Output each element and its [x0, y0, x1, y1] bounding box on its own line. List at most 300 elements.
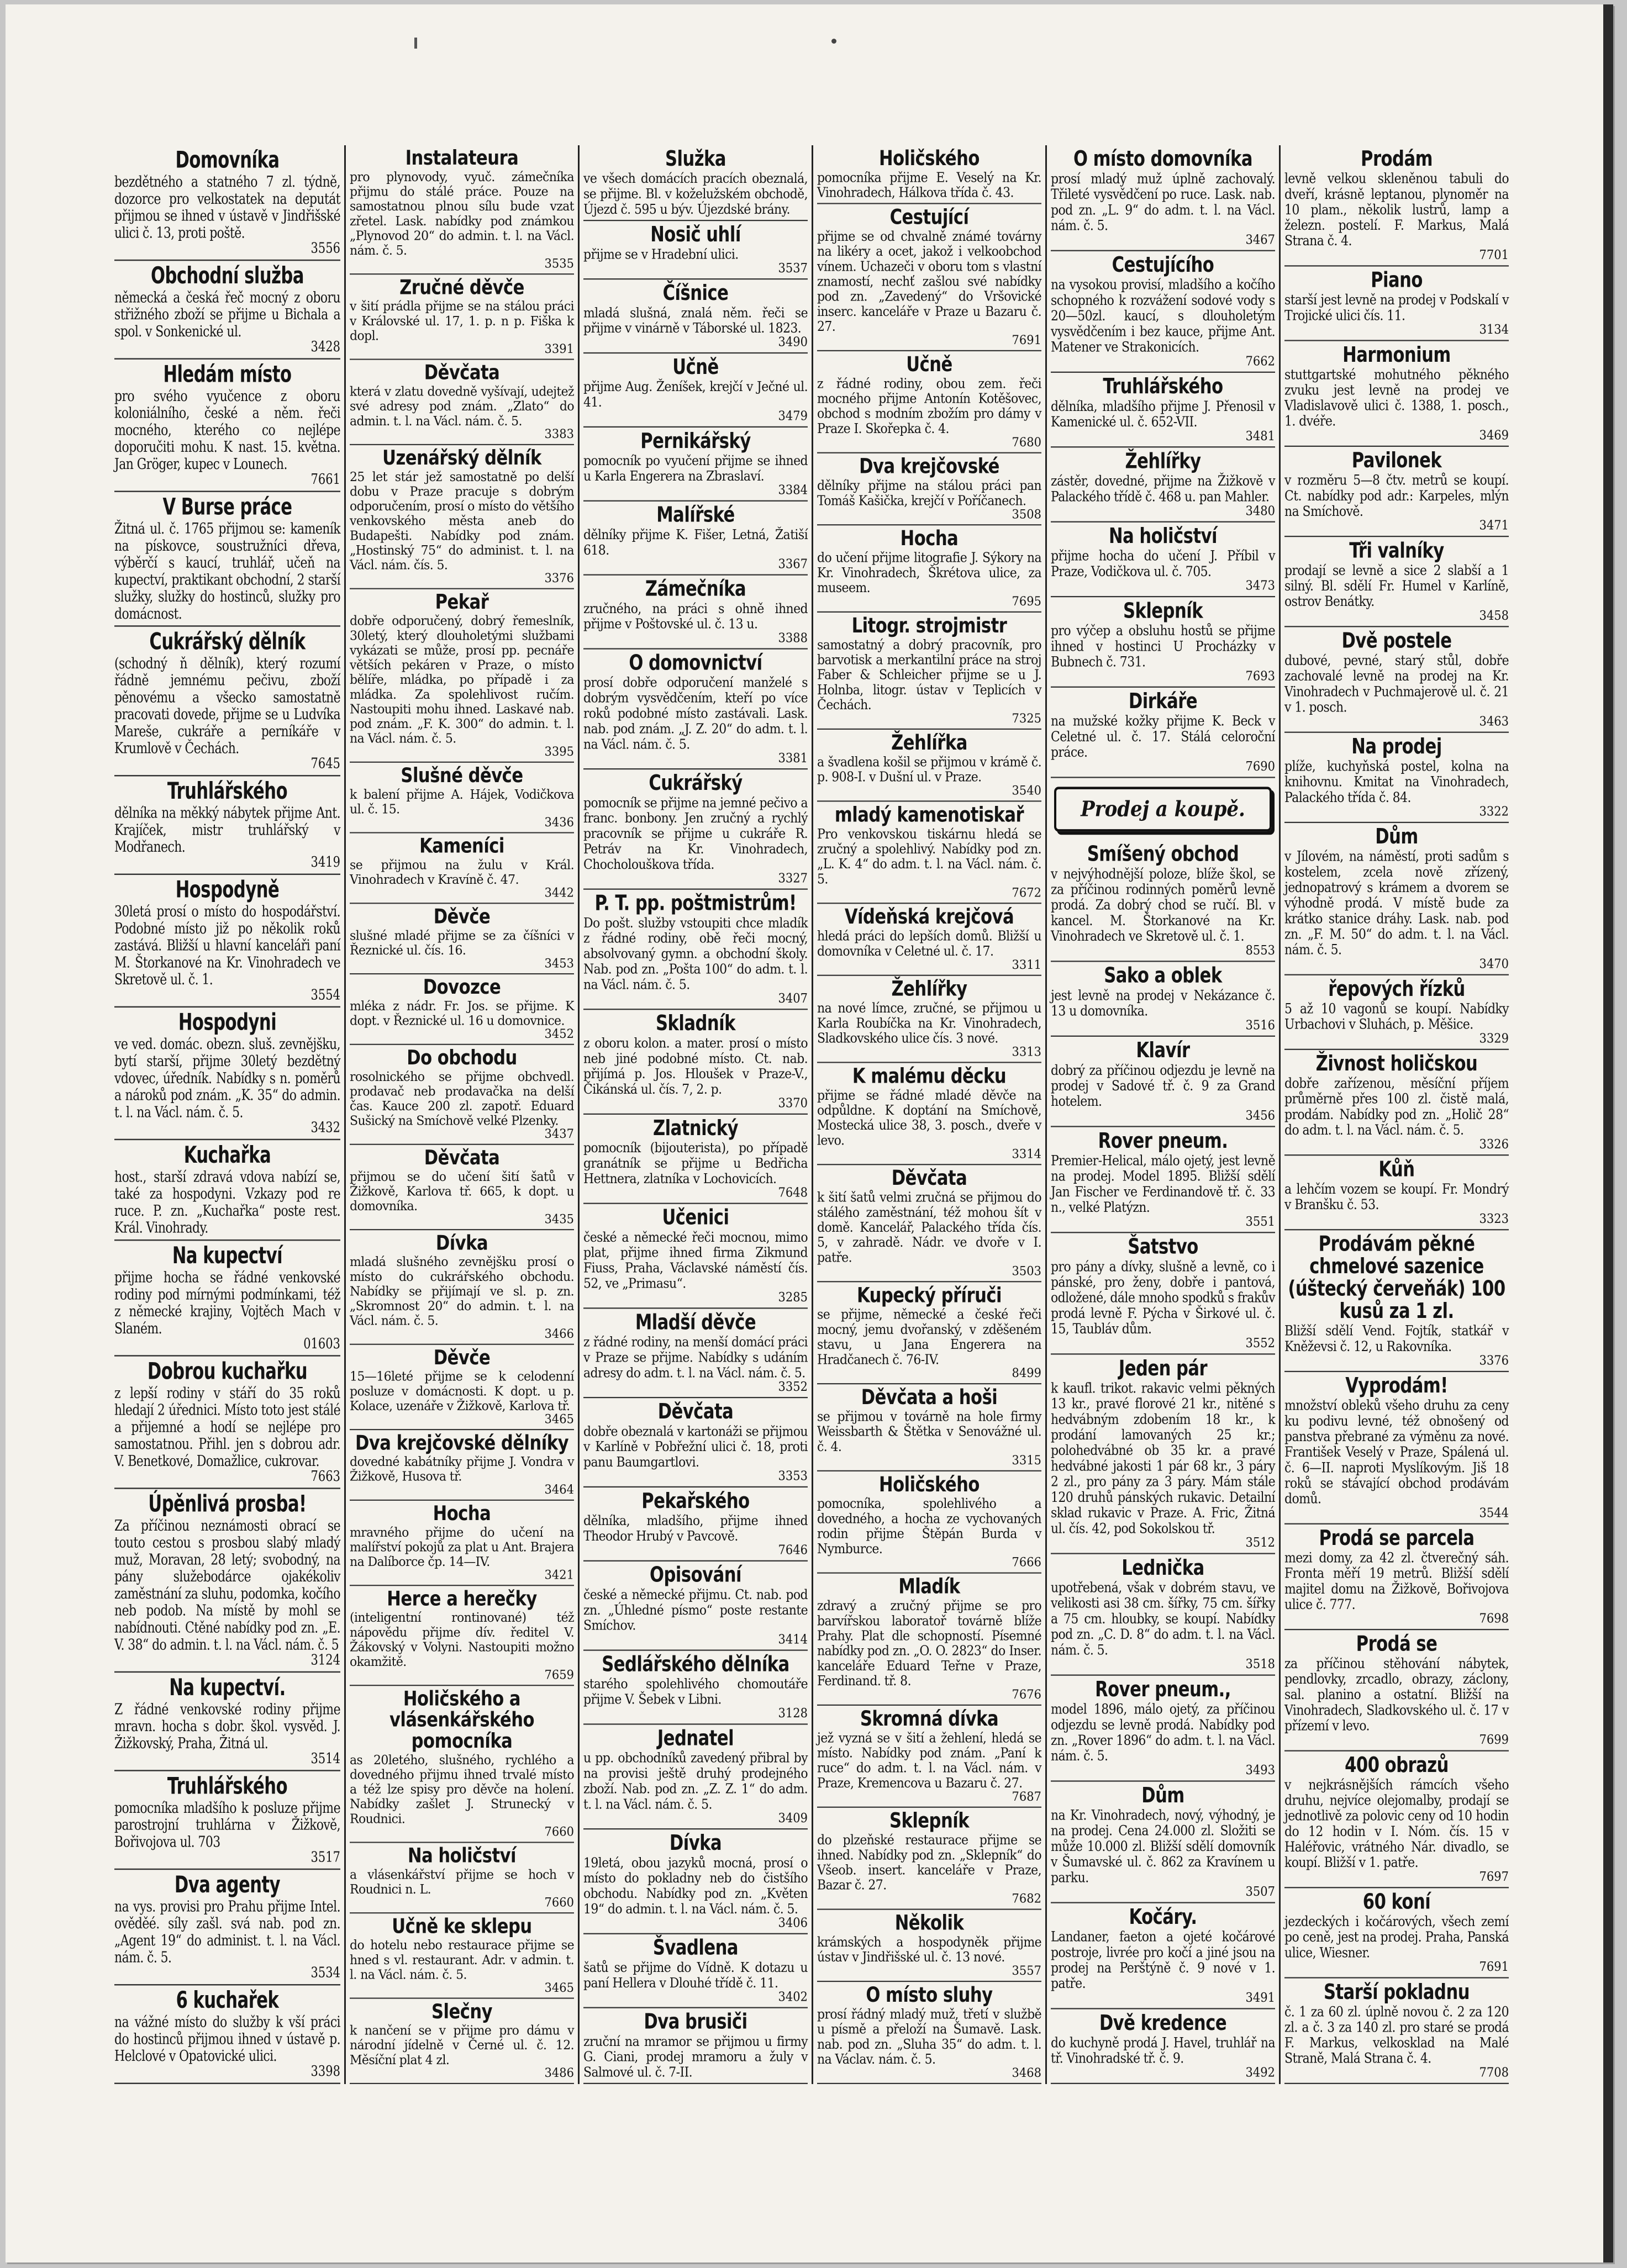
ad-heading: Kupecký příruči	[856, 1283, 1002, 1308]
ad-number: 7666	[1012, 1555, 1041, 1570]
ad-heading: Nosič uhlí	[650, 222, 741, 247]
classified-ad	[350, 1686, 574, 1843]
classified-ad	[817, 1910, 1041, 1982]
classified-ad	[350, 145, 574, 275]
classified-ad	[114, 145, 340, 261]
ad-heading: Žehlířka	[891, 731, 967, 755]
ad-number: 7708	[1479, 2065, 1509, 2080]
classified-ad	[583, 1204, 808, 1309]
ad-heading: Hocha	[433, 1502, 491, 1526]
ad-heading: Holičského	[879, 1473, 980, 1497]
ad-text: mladá slušná, znalá něm. řeči se přijme v vinárně v Táborské ul. 1823.	[583, 305, 808, 336]
ad-number: 3421	[544, 1568, 574, 1582]
ad-text: prosí dobře odporučení manželé s dobrým vysvědčením, kteří po více roků podobné místo zastávali. Lask. nab. pod znám. „J. Z. 20“ do adm. t. l. na Václ. nám. č. 5.	[583, 675, 808, 752]
ad-heading: Učně ke sklepu	[392, 1914, 532, 1938]
ad-number: 7660	[544, 1895, 574, 1910]
classified-ad	[817, 145, 1041, 204]
classified-ads-grid	[110, 145, 1514, 2084]
ad-text: k šití šatů velmi zručná se přijmou do stálého zaměstnání, též mohou šít v domě. Kancelář, Palackého třída čís. 5, v zahradě. Nádr. ve dvoře v I. patře.	[817, 1190, 1041, 1265]
ad-heading: Prodá se parcela	[1319, 1526, 1475, 1551]
ad-number: 3285	[778, 1289, 808, 1305]
ad-text: dobře obeznalá v kartonáži se přijmou v Karlíně v Pobřežní ulici č. 18, proti panu Baumgartlovi.	[583, 1424, 808, 1470]
ad-number: 3352	[778, 1379, 808, 1394]
classified-ad	[817, 801, 1041, 904]
ad-text: host., starší zdravá vdova nabízí se, také za hospodyni. Vzkazy pod re ruce. P. zn. „Kuchařka“ poste rest. Král. Vinohrady.	[114, 1168, 340, 1237]
ad-text: upotřebená, však v dobrém stavu, ve velikosti asi 38 cm. šířky, 75 cm. šířky a 75 cm. hloubky, se koupí. Nabídky pod zn. „C. D. 8“ do adm. t. l. na Václ. nám. č. 5.	[1051, 1580, 1275, 1659]
ad-heading: Dívka	[669, 1831, 722, 1856]
classified-ad	[1051, 1127, 1275, 1233]
ad-number: 3556	[310, 240, 340, 256]
ad-text: 5 až 10 vagonů se koupí. Nabídky Urbachovi v Sluhách, p. Měšice.	[1284, 1001, 1509, 1033]
ad-number: 3534	[310, 1964, 340, 1981]
ad-text: k balení přijme A. Hájek, Vodičkova ul. č. 15.	[350, 787, 574, 817]
classified-ad	[1284, 733, 1509, 823]
ad-heading: Klavír	[1136, 1038, 1190, 1063]
ad-text: české a německé řeči mocnou, mimo plat, přijme ihned firma Zikmund Fiuss, Praha, Václavské náměstí čís. 52, ve „Primasu“.	[583, 1230, 808, 1292]
ad-text: zručného, na práci s ohně ihned přijme v Poštovské ul. č. 13 u.	[583, 601, 808, 632]
ad-heading: 60 koní	[1362, 1889, 1431, 1914]
ad-text: Za příčinou neznámosti obrací se touto cestou s prosbou slabý mladý muž, Moravan, 28 letý; svobodný, na pány služebodárce ojakékoliv zaměstnání za sluhu, podomka, kočího neb podob. Na místě by mohl se nabídnouti. Ctěné nabídky pod zn. „E. V. 38“ do admin. t. l. na Václ. nám. č. 5	[114, 1517, 340, 1654]
ad-number: 3391	[544, 341, 574, 356]
ad-number: 3470	[1479, 956, 1509, 971]
classified-ad	[114, 1771, 340, 1870]
ad-text: dobře odporučený, dobrý řemeslník, 30letý, který dlouholetými službami vykázati se může, prosí pp. pecnáře větších pekáren v Praze, o místo bělíře, mládka, po případě i za mládka. Za spolehlivost ručím. Nastoupiti mohu ihned. Laskavé nab. pod znám. „F. K. 300“ do admin. t. l. na Václ. nám. č. 5.	[350, 614, 574, 747]
ad-text: 19letá, obou jazyků mocná, prosí o místo do pokladny neb do čistšího obchodu. Nabídky pod zn. „Květen 19“ do admin. t. l. na Václ. nám. č. 5.	[583, 1855, 808, 1917]
classified-ad	[1051, 1037, 1275, 1127]
ad-heading: Dva krejčovské dělníky	[355, 1431, 569, 1455]
ad-heading: Šatstvo	[1128, 1234, 1198, 1259]
ad-text: model 1896, málo ojetý, za příčinou odjezdu se levně prodá. Nabídky pod zn. „Rover 1896“ do adm. t. l. na Václ. nám. č. 5.	[1051, 1702, 1275, 1765]
ad-text: a lehčím vozem se koupí. Fr. Mondrý v Branšku č. 53.	[1284, 1182, 1509, 1213]
classified-ad	[114, 360, 340, 492]
ad-heading: Hocha	[900, 526, 959, 551]
classified-ad	[1051, 1355, 1275, 1554]
ad-text: dubové, pevné, starý stůl, dobře zachovalé levně na prodej na Kr. Vinohradech v Puchmajerově ul. č. 21 v 1. posch.	[1284, 653, 1509, 716]
classified-ad	[1051, 373, 1275, 447]
ad-heading: Prodá se	[1356, 1631, 1438, 1657]
ad-text: z lepší rodiny v stáří do 35 roků hledají 2 úřednici. Místo toto jest stálé a přijemné a hodí se nejlépe pro samostatnou. Přihl. jen s dobrou adr. V. Benetkové, Domažlice, cukrovar.	[114, 1385, 340, 1470]
ad-number: 3480	[1245, 503, 1275, 518]
classified-ad	[817, 1384, 1041, 1471]
ad-number: 3453	[544, 956, 574, 971]
ad-heading: Dvě postele	[1341, 628, 1452, 653]
classified-ad	[350, 1145, 574, 1230]
ad-number: 3479	[778, 408, 808, 424]
classified-ad	[350, 1843, 574, 1914]
classified-ad	[583, 1651, 808, 1725]
ad-heading: Na kupectví	[172, 1242, 283, 1270]
ad-number: 3315	[1012, 1453, 1041, 1468]
classified-ad	[350, 763, 574, 834]
ad-text: přijmou se do učení šití šatů v Žižkově, Karlova tř. 665, k dopt. u domovníka.	[350, 1169, 574, 1214]
ad-text: k kaufl. trikot. rakavic velmi pěkných 13 kr., pravé florové 21 kr., nitěné s hedvábným zdobením 18 kr., k prodání lamovaných 25 kr.; polohedvábné ob 35 kr. a pravé hedvábné jakosti 1 pár 68 kr., 3 páry 2 zl., pro pány za 3 páry. Mám stále 120 druhů pánských rukavic. Detailní sklad rukavic v Praze. A. Fric, Žitná ul. čís. 42, pod Sokolskou tř.	[1051, 1380, 1275, 1537]
ad-text: starého spolehlivého chomoutáře přijme V. Šebek v Libni.	[583, 1676, 808, 1708]
ad-heading: 400 obrazů	[1345, 1752, 1449, 1778]
ad-number: 3486	[544, 2065, 574, 2080]
ad-heading: Pekař	[435, 590, 489, 614]
ad-heading: Cukrářský	[649, 771, 743, 796]
ad-text: přijme hocha se řádné venkovské rodiny pod mírnými podmínkami, též z německé krajiny, Vojtěch Mach v Slaném.	[114, 1269, 340, 1338]
ad-text: slušné mladé přijme se za číšníci v Řeznické ul. čís. 16.	[350, 929, 574, 958]
ad-heading: Švadlena	[652, 1935, 739, 1960]
ad-text: k nančení se v přijme pro dámu v národní jídelně v Černé ul. č. 12. Měsíční plat 4 zl.	[350, 2023, 574, 2068]
ad-heading: Dva agenty	[174, 1871, 281, 1898]
classified-ad	[583, 576, 808, 650]
ad-number: 3124	[310, 1651, 340, 1668]
classified-ad	[817, 1706, 1041, 1808]
ad-text: a švadlena košil se přijmou v krámě č. p. 908-I. v Dušní ul. v Praze.	[817, 755, 1041, 785]
ad-heading: Vyprodám!	[1345, 1373, 1448, 1399]
ad-number: 3407	[778, 990, 808, 1006]
classified-ad	[583, 1725, 808, 1830]
classified-ad	[114, 777, 340, 875]
classified-ad	[583, 1829, 808, 1934]
ad-text: Pro venkovskou tiskárnu hledá se zručný a spolehlivý. Nabídky pod zn. „L. K. 4“ do adm. t. l. na Václ. nám. č. 5.	[817, 827, 1041, 887]
ad-text: pro plynovody, vyuč. zámečníka přijmu do stálé práce. Pouze na samostatnou plnou sílu bude vzat zřetel. Lask. nabídky pod známkou „Plynovod 20“ do admin. t. l. na Václ. nám. č. 5.	[350, 170, 574, 259]
ad-text: přijme se v Hradební ulici.	[583, 247, 739, 262]
ad-number: 7663	[310, 1468, 340, 1485]
ad-text: na mužské kožky přijme K. Beck v Celetné ul. č. 17. Stálá celoroční práce.	[1051, 714, 1275, 761]
ad-heading: Starší pokladnu	[1323, 1979, 1470, 2005]
ad-heading: Slečny	[431, 2000, 493, 2024]
ad-text: za příčinou stěhování nábytek, pendlovky, zrcadlo, obrazy, záclony, sal. planino a ostatní. Bližší na Vinohradech, Sladkovského ul. č. 17 v přízemí v levo.	[1284, 1656, 1509, 1734]
ad-number: 3353	[778, 1468, 808, 1484]
ad-text: která v zlatu dovedně vyšívají, udejtež své adresy pod znám. „Zlato“ do admin. t. l. na Václ. nám. č. 5.	[350, 384, 574, 429]
ad-number: 3442	[544, 885, 574, 900]
ad-number: 7701	[1479, 247, 1509, 262]
classified-ad	[1284, 1156, 1509, 1230]
ad-text: Z řádné venkovské rodiny přijme mravn. hocha s dobr. škol. vysvěd. J. Žižkovský, Praha, Žitná ul.	[114, 1701, 340, 1753]
ad-number: 3458	[1479, 608, 1509, 623]
ad-heading: Učenici	[662, 1205, 729, 1230]
ad-heading: Pernikářský	[640, 429, 751, 453]
ad-number: 3493	[1245, 1762, 1275, 1778]
ad-text: v šití prádla přijme se na stálou práci v Královské ul. 17, 1. p. n p. Fiška k dopl.	[350, 299, 574, 344]
ad-heading: Mladík	[898, 1574, 960, 1599]
classified-ad	[1284, 1525, 1509, 1630]
classified-ad	[583, 221, 808, 279]
classified-ad	[583, 1115, 808, 1204]
classified-ad	[817, 730, 1041, 801]
ad-number: 3435	[544, 1212, 574, 1226]
classified-ad	[1284, 1372, 1509, 1525]
ad-heading: Učně	[906, 352, 952, 377]
ad-number: 7661	[310, 471, 340, 488]
ad-heading: Slušné děvče	[401, 763, 523, 788]
print-mark	[414, 38, 417, 49]
classified-ad	[1051, 2009, 1275, 2084]
ad-text: prosí mladý muž úplně zachovalý. Třileté vysvědčení po ruce. Lask. nab. pod zn. „L. 9“ do adm. t. l. na Václ. nám. č. 5.	[1051, 171, 1275, 234]
classified-ad	[350, 1999, 574, 2084]
classified-ad	[1051, 597, 1275, 688]
ad-text: do hotelu nebo restaurace přijme se hned s vl. restaurant. Adr. v admin. t. l. na Václ. nám. č. 5.	[350, 1938, 574, 1982]
ad-heading: Cestujícího	[1112, 252, 1214, 278]
classified-ad	[1051, 145, 1275, 251]
classified-ad	[350, 1230, 574, 1345]
classified-ad	[817, 1471, 1041, 1574]
ad-text: šatů se přijme do Vídně. K dotazu u paní Hellera v Dlouhé třídě č. 11.	[583, 1960, 808, 1991]
classified-ad	[114, 1140, 340, 1241]
ad-heading: Holičského a vlásenkářského pomocníka	[389, 1687, 535, 1753]
classified-ad	[114, 492, 340, 627]
ad-number: 3490	[778, 334, 808, 350]
ad-heading: Na kupectví.	[169, 1674, 286, 1701]
ad-text: pomocníka, spolehlivého a dovedného, a hocha ze vychovaných rodin přijme Štěpán Burda v Nymburce.	[817, 1496, 1041, 1557]
ad-heading: O místo domovníka	[1073, 146, 1252, 172]
ad-number: 3465	[544, 1980, 574, 1995]
ad-heading: O místo sluhy	[866, 1983, 993, 2007]
ad-text: jež vyzná se v šití a žehlení, hledá se místo. Nabídky pod znám. „Paní k ruce“ do adm. t. l. na Václ. nám. v Praze, Kremencova u Bazaru č. 27.	[817, 1731, 1041, 1791]
classified-ad	[1051, 523, 1275, 597]
ad-text: pomocník (bijouterista), po případě granátník se přijme u Bedřicha Hettnera, zlatníka v Lochovicích.	[583, 1140, 808, 1187]
classified-ad	[350, 1913, 574, 1998]
ad-heading: Litogr. strojmistr	[851, 614, 1007, 638]
ad-text: levně velkou skleněnou tabuli do dveří, krásně leptanou, plynoměr na 10 plam., několik lustrů, lamp a železn. postelí. F. Markus, Malá Strana č. 4.	[1284, 171, 1509, 249]
ad-text: jest levně na prodej v Nekázance č. 13 u domovníka.	[1051, 988, 1275, 1020]
classified-ad	[817, 525, 1041, 613]
ad-text: as 20letého, slušného, rychlého a dovedného přijmu ihned trvalé místo a též lze spisy pro děvče na holení. Nabídky zašlet J. Strunecký v Roudnici.	[350, 1753, 574, 1827]
ad-heading: Smíšený obchod	[1087, 841, 1239, 867]
ad-heading: K malému děcku	[852, 1064, 1007, 1089]
ad-number: 3414	[778, 1632, 808, 1647]
ad-number: 3326	[1479, 1136, 1509, 1152]
ad-heading: Cestující	[889, 205, 969, 230]
classified-ad	[583, 1562, 808, 1651]
classified-ad	[817, 1165, 1041, 1282]
ad-heading: Uzenářský dělník	[382, 446, 541, 470]
ad-number: 3128	[778, 1705, 808, 1721]
ad-number: 7693	[1245, 668, 1275, 683]
ad-text: Bližší sdělí Vend. Fojtík, statkář v Kněževsi č. 12, u Rakovníka.	[1284, 1323, 1509, 1355]
classified-ad	[1284, 1979, 1509, 2084]
ad-heading: Malířské	[656, 503, 735, 528]
classified-ad	[114, 1357, 340, 1489]
classified-ad	[1284, 341, 1509, 447]
classified-ad	[583, 502, 808, 576]
ad-text: Landaner, faeton a ojeté kočárové postroje, livrée pro kočí a jiné jsou na prodej na Perštýně č. 9 nové v 1. patře.	[1051, 1929, 1275, 1992]
ad-heading: Dům	[1375, 824, 1418, 850]
ad-heading: Služka	[665, 146, 726, 171]
ad-heading: Žehlířky	[1125, 449, 1201, 474]
classified-ad	[350, 589, 574, 763]
ad-heading: Žehlířky	[891, 977, 967, 1001]
ad-text: (schodný ň dělník), který rozumí řádně jemnému pečivu, zboží pěnovému a všecko samostatně pracovati dovede, přijme se u Ludvíka Mareše, cukráře a perníkáře v Krumlově v Čechách.	[114, 655, 340, 758]
ad-text: (inteligentní rontinované) též nápovědu přijme dív. ředitel V. Žákovský v Volyni. Nastoupiti možno okamžitě.	[350, 1610, 574, 1670]
ad-text: dělníka, mladšího přijme J. Přenosil v Kamenické ul. č. 652-VII.	[1051, 399, 1275, 430]
ad-heading: Truhlářského	[167, 777, 288, 805]
ad-text: na Kr. Vinohradech, nový, výhodný, je na prodej. Cena 24.000 zl. Složiti se může 10.000 zl. Bližší sdělí domovník v Šumavské ul. č. 862 za Kravínem u parku.	[1051, 1808, 1275, 1886]
ad-heading: Děvče	[433, 905, 491, 929]
ad-number: 3544	[1479, 1505, 1509, 1520]
ad-column	[812, 145, 1045, 2084]
ad-heading: Děvčata	[891, 1166, 967, 1191]
classified-ad	[114, 627, 340, 777]
classified-ad	[350, 904, 574, 974]
classified-ad	[817, 1982, 1041, 2084]
classified-ad	[583, 769, 808, 890]
classified-ad	[350, 1045, 574, 1145]
ad-heading: Děvčata a hoši	[861, 1385, 998, 1410]
classified-ad	[817, 1808, 1041, 1910]
ad-number: 3398	[310, 2063, 340, 2080]
ad-heading: Truhlářského	[1103, 374, 1223, 399]
ad-number: 3381	[778, 750, 808, 766]
ad-number: 8553	[1245, 942, 1275, 958]
ad-number: 3322	[1479, 804, 1509, 819]
ad-heading: Kůň	[1378, 1157, 1415, 1182]
ad-heading: Dva brusiči	[644, 2009, 747, 2034]
classified-ad	[114, 261, 340, 360]
ad-heading: Domovníka	[175, 146, 280, 174]
classified-ad	[1051, 1554, 1275, 1676]
classified-ad	[1051, 1782, 1275, 1903]
classified-ad	[817, 1063, 1041, 1165]
classified-ad	[114, 875, 340, 1008]
classified-ad	[817, 613, 1041, 730]
ad-number: 7697	[1479, 1869, 1509, 1884]
ad-text: pomocníka přijme E. Veselý na Kr. Vinohradech, Hálkova třída č. 43.	[817, 170, 1041, 201]
ad-number: 3327	[778, 871, 808, 885]
classified-ad	[350, 974, 574, 1045]
ad-column	[344, 145, 578, 2084]
ad-number: 7648	[778, 1185, 808, 1200]
ad-number: 3376	[1479, 1353, 1509, 1368]
ad-number: 3311	[1012, 957, 1041, 972]
classified-ad	[583, 145, 808, 221]
classified-ad	[583, 428, 808, 502]
ad-number: 3507	[1245, 1884, 1275, 1899]
ad-heading: Úpěnlivá prosba!	[148, 1490, 307, 1518]
classified-ad	[583, 1934, 808, 2008]
ad-number: 3370	[778, 1095, 808, 1111]
ad-number: 7676	[1012, 1687, 1041, 1702]
ad-heading: řepových řízků	[1328, 977, 1465, 1002]
ad-number: 3437	[544, 1126, 574, 1141]
ad-heading: V Burse práce	[162, 493, 292, 521]
ad-column	[578, 145, 812, 2084]
ad-number: 3471	[1479, 518, 1509, 533]
classified-ad	[1051, 251, 1275, 373]
ad-heading: P. T. pp. poštmistrům!	[594, 891, 797, 916]
ad-number: 3492	[1245, 2065, 1275, 2080]
ad-heading: Lednička	[1121, 1555, 1204, 1581]
ad-text: dělníky přijme K. Fišer, Letná, Žatiší 618.	[583, 527, 808, 558]
ad-text: dovedné kabátníky přijme J. Vondra v Žižkově, Husova tř.	[350, 1454, 574, 1485]
ad-text: 25 let stár jež samostatně po delší dobu v Praze pracuje s dobrým odporučením, prosí o místo do většího venkovského města aneb do Budapešti. Nabídky pod znám. „Hostinský 75“ do administ. t. l. na Václ. nám. čís. 5.	[350, 470, 574, 573]
ad-text: rosolnického se přijme obchvedl. prodavač neb prodavačka na delší čas. Kauce 200 zl. zapotř. Eduard Sušický na Smíchově velké Plzenky.	[350, 1069, 574, 1129]
ad-number: 3468	[1012, 2065, 1041, 2080]
ad-text: na vys. provisi pro Prahu přijme Intel. ověděé. síly zašl. svá nab. pod zn. „Agent 19“ do administ. t. l. na Václ. nám. č. 5.	[114, 1898, 340, 1967]
ad-number: 3469	[1479, 428, 1509, 443]
classified-ad	[350, 445, 574, 589]
classified-ad	[350, 1586, 574, 1686]
ad-heading: Sklepník	[1123, 598, 1203, 624]
ad-text: na nové límce, zručné, se přijmou u Karla Roubíčka na Kr. Vinohradech, Sladkovského ulice čís. 3 nové.	[817, 1001, 1041, 1047]
ad-number: 3516	[1245, 1017, 1275, 1033]
ad-text: 30letá prosí o místo do hospodářství. Podobné místo již po několik roků zastává. Bližší u hlavní kanceláři paní M. Štorkanové na Kr. Vinohradech ve Skretově ul. č. 1.	[114, 903, 340, 989]
ad-number: 3376	[544, 571, 574, 586]
ad-heading: Na holičství	[407, 1844, 516, 1868]
ad-text: z řádné rodiny, na menší domácí práci v Praze se přijme. Nabídky s udáním adresy do adm. t. l. na Václ. nám. č. 5.	[583, 1335, 808, 1381]
ad-heading: Dobrou kuchařku	[147, 1358, 308, 1385]
ad-text: prosí řádný mladý muž, třetí v službě u písmě a přeloží na Šumavě. Lask. nab. pod zn. „Sluha 35“ do adm. t. l. na Václav. nám. č. 5.	[817, 2007, 1041, 2067]
ad-heading: Na prodej	[1351, 734, 1442, 759]
ad-heading: Tři valníky	[1349, 538, 1444, 563]
ad-text: ve ved. domác. obezn. sluš. zevnějšku, bytí starší, přijme 30letý bezdětný vdovec, úředník. Nabídky s n. poměrů a nároků pod znám. „K. 35“ do admin. t. l. na Václ. nám. č. 5.	[114, 1036, 340, 1121]
ad-text: z oboru kolon. a mater. prosí o místo neb jiné podobné místo. Ct. nab. přijímá p. Jos. Hloušek v Praze-V., Čikánská ul. čís. 7, 2. p.	[583, 1036, 808, 1098]
ad-number: 7680	[1012, 435, 1041, 450]
ad-heading: mladý kamenotiskař	[834, 803, 1024, 827]
section-banner-sale-purchase: Prodej a koupě.	[1054, 787, 1272, 831]
ad-text: starší jest levně na prodej v Podskalí v Trojické ulici čís. 11.	[1284, 292, 1509, 324]
ad-number: 3402	[778, 1989, 808, 2004]
classified-ad	[817, 1574, 1041, 1706]
ad-text: plíže, kuchyňská postel, kolna na knihovnu. Kmitat na Vinohradech, Palackého třída č. 84.	[1284, 759, 1509, 806]
ad-text: bezdětného a statného 7 zl. týdně, dozorce pro velkostatek na deputát přijmou se ihned v ústavě v Jindřišské ulici č. 13, proti poště.	[114, 173, 340, 242]
ad-number: 3432	[310, 1119, 340, 1136]
ad-number: 3428	[310, 338, 340, 355]
ad-number: 3456	[1245, 1107, 1275, 1123]
ad-heading: Zámečníka	[645, 576, 746, 602]
ad-heading: Rover pneum.,	[1095, 1677, 1231, 1702]
ad-text: pomocník se přijme na jemné pečivo a franc. bonbony. Jen zručný a rychlý pracovník se přijme u cukráře R. Petráv na Kr. Vinohradech, Chocholouškova třída.	[583, 795, 808, 873]
ad-number: 3517	[310, 1849, 340, 1865]
classified-ad	[1051, 447, 1275, 522]
ad-heading: Dovozce	[423, 975, 501, 999]
classified-ad	[583, 1309, 808, 1398]
ad-number: 3134	[1479, 321, 1509, 337]
classified-ad	[114, 1241, 340, 1356]
ad-number: 3323	[1479, 1211, 1509, 1226]
ad-number: 3388	[778, 630, 808, 645]
ad-number: 3452	[544, 1026, 574, 1041]
ad-heading: Dirkáře	[1128, 689, 1198, 714]
page-edge-shadow	[1603, 4, 1613, 2262]
ad-text: mezi domy, za 42 zl. čtverečný sáh. Fronta měří 19 metrů. Bližší sdělí majitel domu na Žižkově, Bořivojova ulice č. 777.	[1284, 1550, 1509, 1613]
ad-number: 3467	[1245, 231, 1275, 247]
ad-heading: Sako a oblek	[1104, 963, 1222, 988]
ad-heading: Zlatnický	[652, 1116, 739, 1141]
classified-ad	[583, 1398, 808, 1488]
ad-heading: Číšnice	[662, 281, 729, 306]
classified-ad	[817, 453, 1041, 525]
ad-number: 7672	[1012, 885, 1041, 900]
ad-number: 3473	[1245, 578, 1275, 593]
classified-ad	[1284, 975, 1509, 1050]
ad-number: 3537	[778, 260, 808, 276]
classified-ad	[1284, 145, 1509, 267]
ad-text: do kuchyně prodá J. Havel, truhlář na tř. Vinohradské tř. č. 9.	[1051, 2035, 1275, 2067]
ad-text: přijme se od chvalně známé továrny na likéry a ocet, jakož i velkoobchod vínem. Uchazeči v oboru tom s vlastní znamostí, nechť zašlou své nabídky pod zn. „Zavedený“ do Vršovické inserc. kanceláře v Praze u Bazaru č. 27.	[817, 229, 1041, 335]
ad-heading: Rover pneum.	[1098, 1128, 1228, 1153]
classified-ad	[1051, 962, 1275, 1036]
ad-heading: Dívka	[435, 1231, 488, 1255]
ad-text: u pp. obchodníků zavedený přibral by na provisi ještě druhý prodejného zboží. Nab. pod zn. „Z. Z. 1“ do adm. t. l. na Václ. nám. č. 5.	[583, 1750, 808, 1812]
ad-text: se přijmou v továrně na hole firmy Weissbarth & Štětka v Senovážné ul. č. 4.	[817, 1409, 1041, 1455]
ad-heading: Skromná dívka	[860, 1707, 999, 1731]
ad-text: na vysokou provisí, mladšího a kočího schopného k rozvážení sodové vody s 20—50zl. kaucí, s dlouholetým vysvědčením i bez kauce, přijme Ant. Matener ve Strakonicích.	[1051, 277, 1275, 356]
ad-number: 7682	[1012, 1891, 1041, 1906]
ad-text: stuttgartské mohutného pěkného zvuku jest levně na prodej ve Vladislavově ulici č. 1388, 1. posch., 1. dvéře.	[1284, 367, 1509, 430]
ad-heading: Instalateura	[405, 146, 519, 170]
classified-ad	[817, 976, 1041, 1063]
ad-heading: Skladník	[656, 1011, 735, 1036]
ad-heading: Děvčata	[424, 361, 500, 385]
ad-number: 3551	[1245, 1214, 1275, 1229]
ad-text: se přijmou na žulu v Král. Vinohradech v Kravíně č. 47.	[350, 858, 574, 888]
ad-text: a vlásenkářství přijme se hoch v Roudnici n. L.	[350, 1868, 574, 1897]
classified-ad	[350, 1501, 574, 1586]
